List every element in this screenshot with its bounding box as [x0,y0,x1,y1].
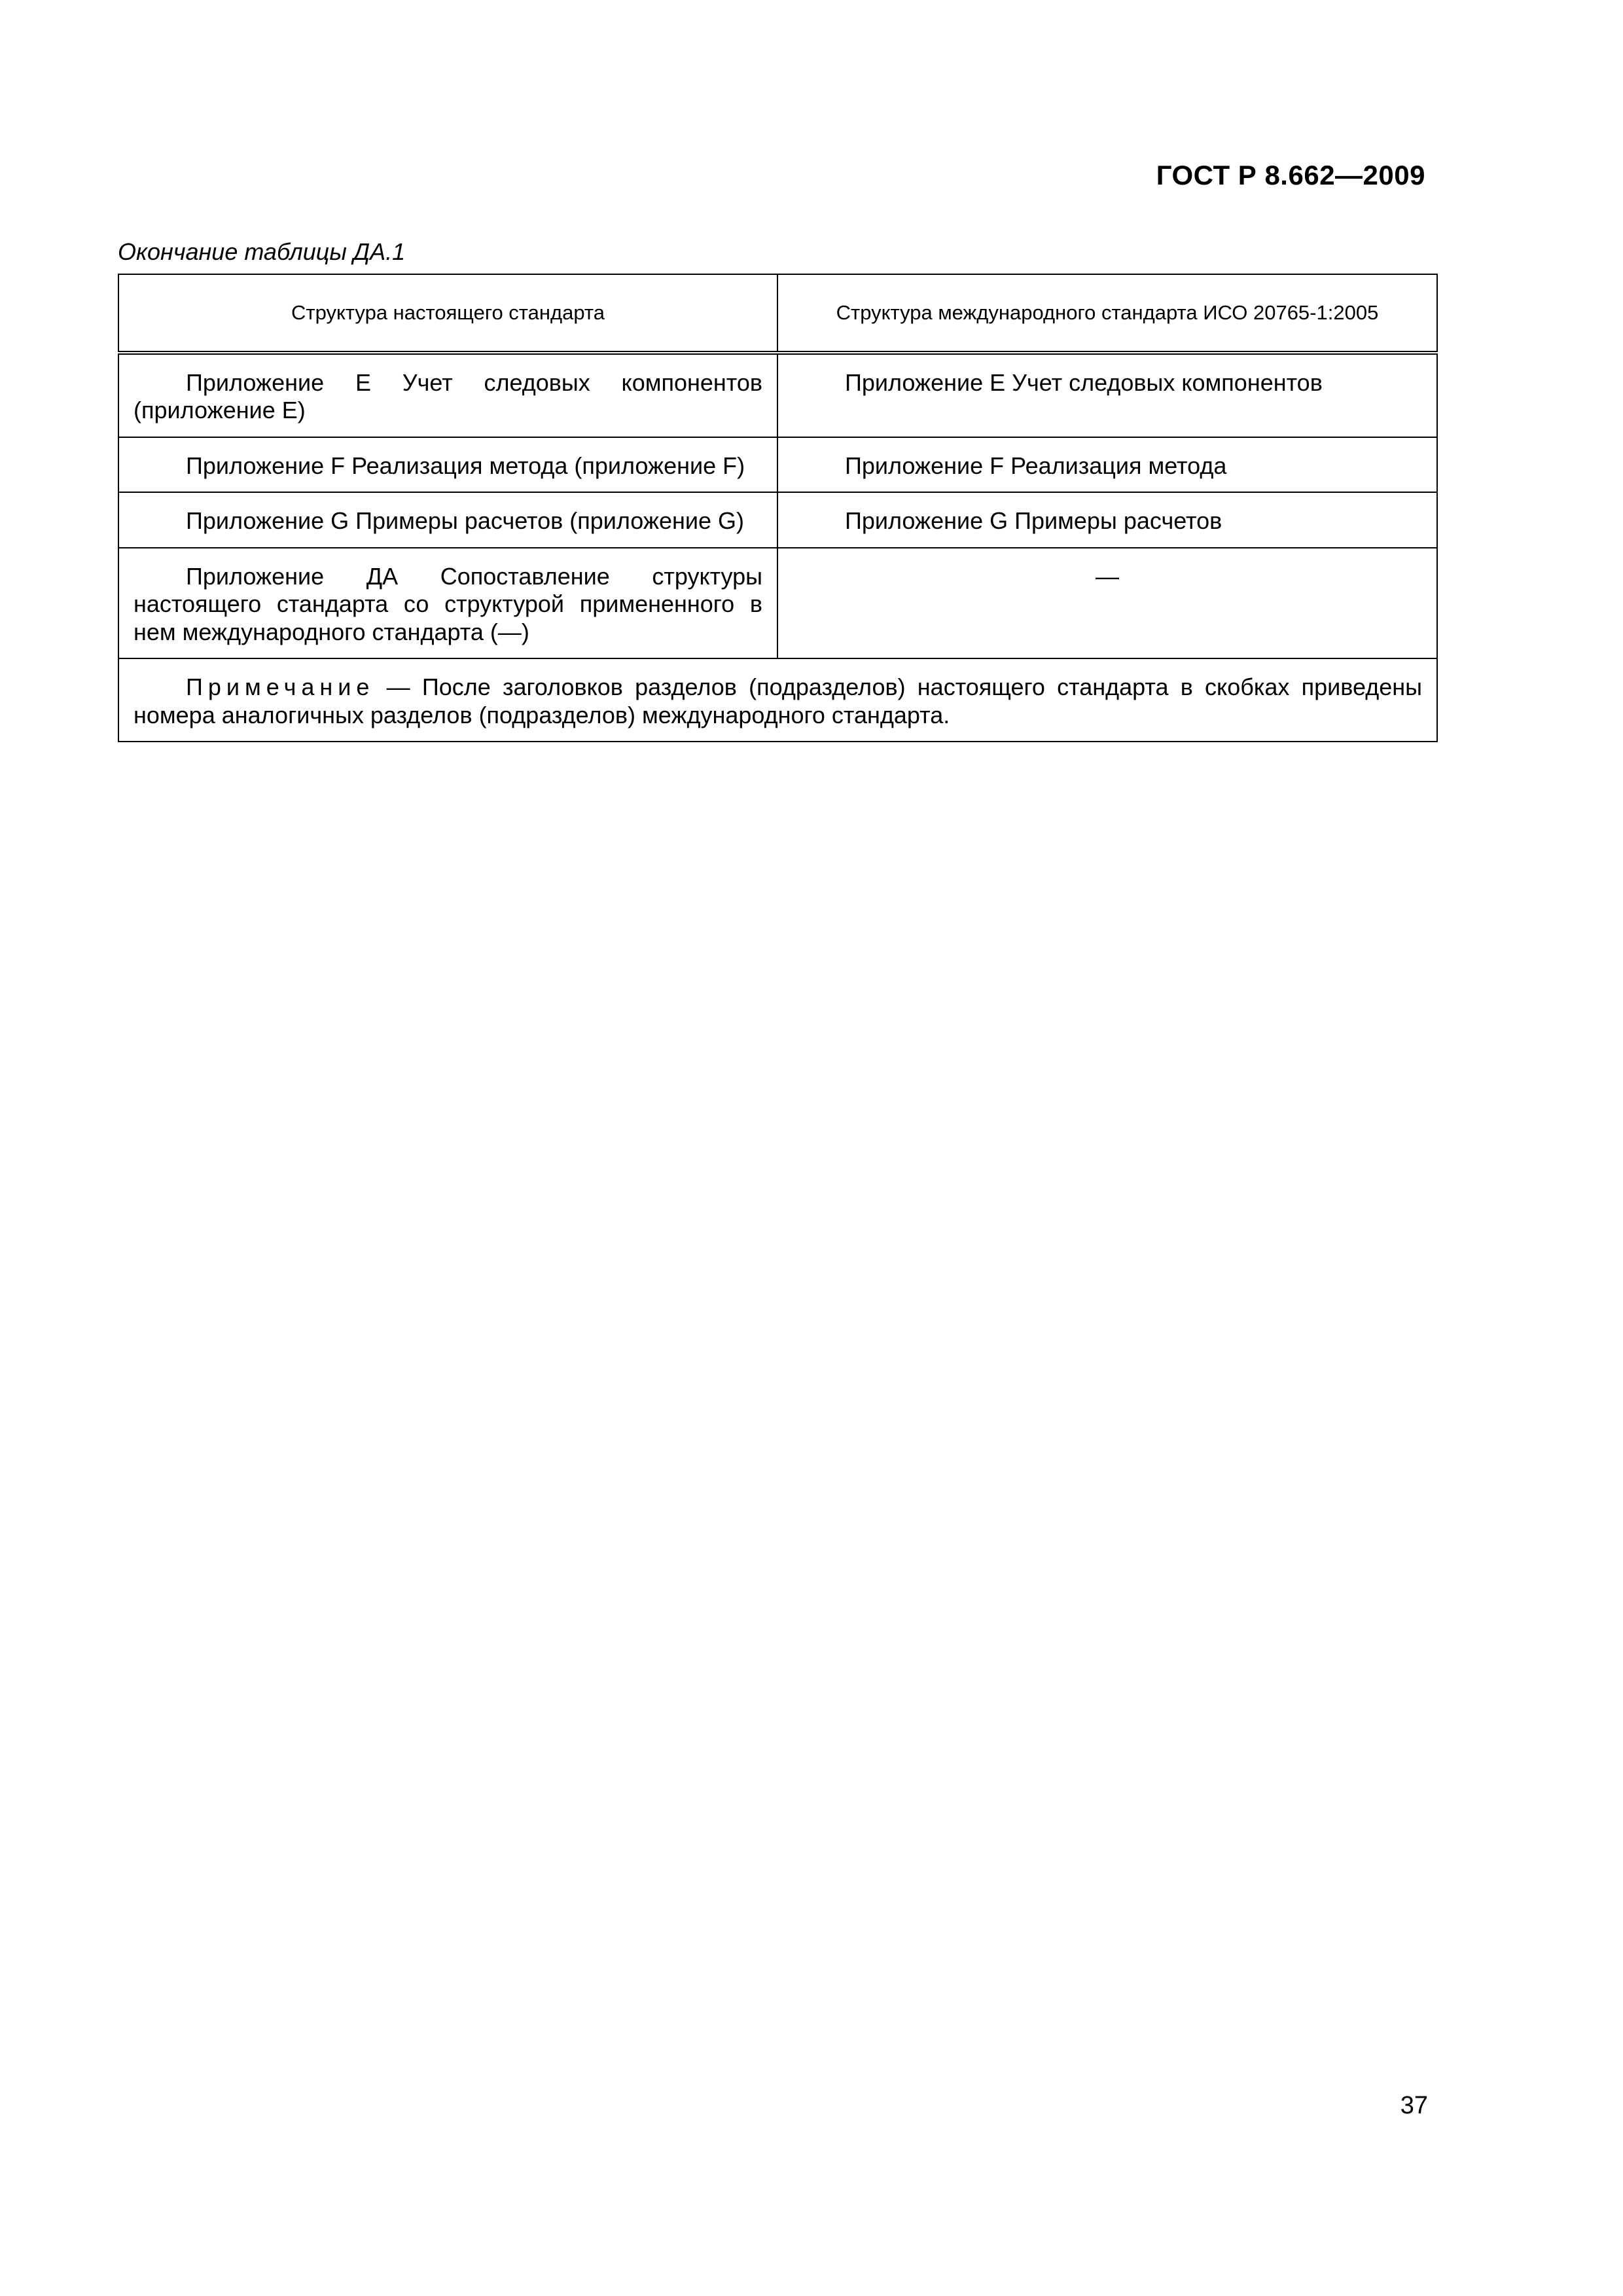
table-row [118,353,1437,437]
table-cell [118,437,777,492]
row-2-right-text: Приложение F Реализация метода [845,452,1227,479]
page-number: 37 [1400,2092,1428,2119]
table-cell [118,492,777,547]
note-label: Примечание [186,673,375,701]
row-2-left-text: Приложение F Реализация метода (приложение F) [186,452,745,479]
table-note-row [118,658,1437,742]
comparison-table [118,274,1438,742]
table-row [118,548,1437,658]
table-note [119,659,1436,741]
table-row [118,437,1437,492]
column-header-this-standard: Структура настоящего стандарта [118,274,777,353]
note-text: — После заголовков разделов (подразделов) настоящего стандарта в скобках приведены номера аналогичных разделов (подразделов) международного стандарта. [134,673,1422,728]
row-4-left-text: Приложение ДА Сопоставление структуры настоящего стандарта со структурой примененного в нем международного стандарта (—) [134,562,762,645]
table-cell [777,548,1437,658]
document-code: ГОСТ Р 8.662—2009 [1156,160,1425,190]
row-3-right-text: Приложение G Примеры расчетов [845,507,1222,535]
row-3-left-text: Приложение G Примеры расчетов (приложение G) [186,507,745,535]
table-header-row [118,274,1437,353]
table-row [118,492,1437,547]
table-note-cell [118,658,1437,742]
table-caption: Окончание таблицы ДА.1 [118,238,406,265]
row-1-left-text: Приложение Е Учет следовых компонентов (приложение E) [134,369,762,424]
table-cell [118,353,777,437]
table-cell [777,437,1437,492]
table-cell [118,548,777,658]
row-1-right-text: Приложение Е Учет следовых компонентов [845,369,1323,396]
table-cell [777,492,1437,547]
table-cell [777,353,1437,437]
row-4-right-text: — [1096,562,1119,590]
column-header-international-standard: Структура международного стандарта ИСО 20765-1:2005 [777,274,1437,353]
